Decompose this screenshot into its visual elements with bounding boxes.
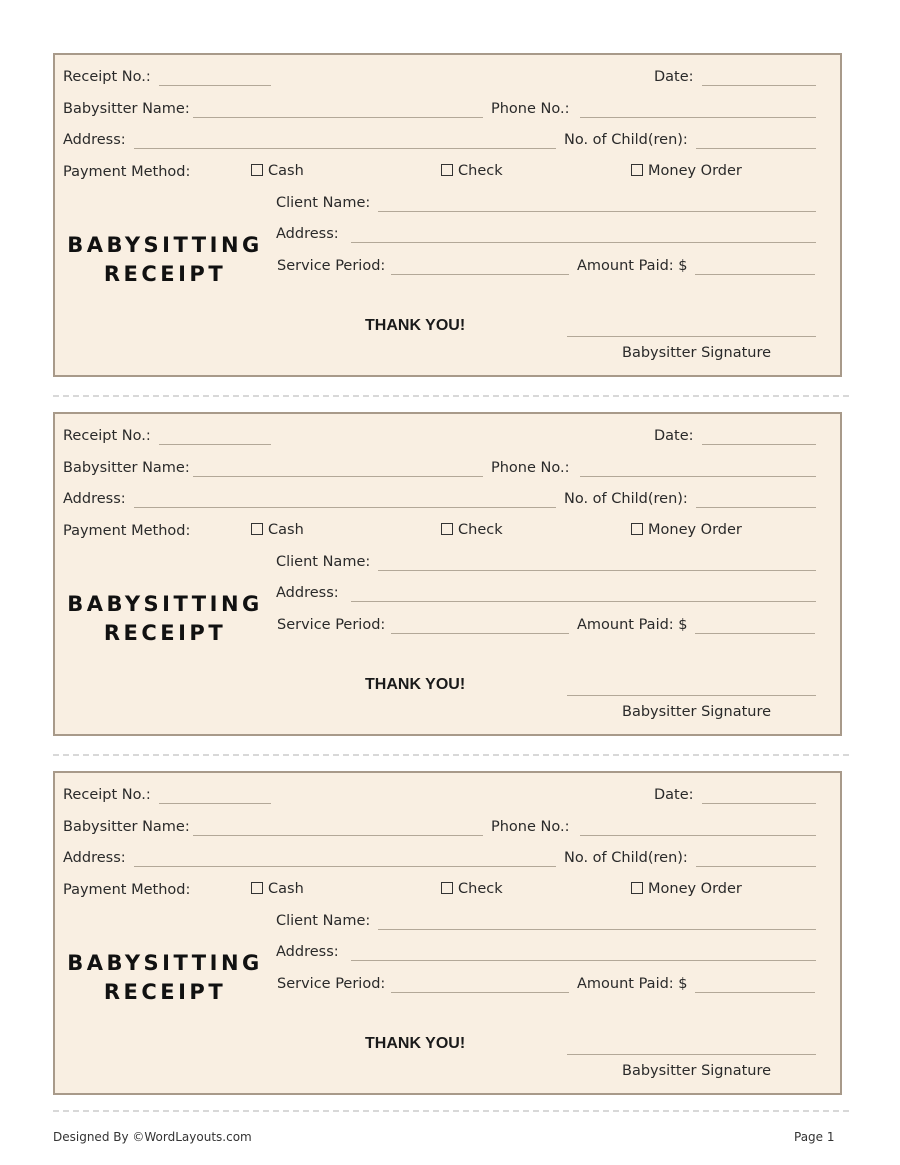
date-field[interactable] <box>702 444 816 445</box>
cut-line-divider <box>53 1110 849 1112</box>
amount-paid-field[interactable] <box>695 992 815 993</box>
signature-field[interactable] <box>567 1054 816 1055</box>
babysitter-name-label: Babysitter Name: <box>63 460 190 476</box>
date-field[interactable] <box>702 803 816 804</box>
service-period-label: Service Period: <box>277 976 386 992</box>
address-label: Address: <box>63 850 126 866</box>
checkbox-icon[interactable] <box>441 164 453 176</box>
amount-paid-label: Amount Paid: $ <box>577 976 688 992</box>
receipt-no-label: Receipt No.: <box>63 787 151 803</box>
cash-option-label: Cash <box>268 881 304 897</box>
signature-field[interactable] <box>567 336 816 337</box>
phone-label: Phone No.: <box>491 101 570 117</box>
client-address-label: Address: <box>276 585 339 601</box>
title-line-2: RECEIPT <box>103 621 227 645</box>
checkbox-icon[interactable] <box>251 523 263 535</box>
check-option-label: Check <box>458 163 503 179</box>
checkbox-icon[interactable] <box>251 882 263 894</box>
receipt-no-label: Receipt No.: <box>63 69 151 85</box>
address-field[interactable] <box>134 866 556 867</box>
client-name-label: Client Name: <box>276 554 371 570</box>
receipt-no-field[interactable] <box>159 803 271 804</box>
client-name-field[interactable] <box>378 570 816 571</box>
receipt-title <box>65 590 265 648</box>
receipt-card <box>53 771 842 1095</box>
address-label: Address: <box>63 132 126 148</box>
date-field[interactable] <box>702 85 816 86</box>
service-period-field[interactable] <box>391 274 569 275</box>
money-order-checkbox[interactable] <box>631 522 742 538</box>
service-period-field[interactable] <box>391 633 569 634</box>
money-order-option-label: Money Order <box>648 522 742 538</box>
title-line-2: RECEIPT <box>103 262 227 286</box>
receipt-card <box>53 53 842 377</box>
signature-label: Babysitter Signature <box>622 704 772 720</box>
date-label: Date: <box>654 428 694 444</box>
babysitter-name-label: Babysitter Name: <box>63 819 190 835</box>
receipt-no-label: Receipt No.: <box>63 428 151 444</box>
cash-checkbox[interactable] <box>251 522 304 538</box>
client-name-field[interactable] <box>378 929 816 930</box>
money-order-option-label: Money Order <box>648 163 742 179</box>
check-option-label: Check <box>458 881 503 897</box>
children-label: No. of Child(ren): <box>564 850 688 866</box>
checkbox-icon[interactable] <box>441 882 453 894</box>
address-label: Address: <box>63 491 126 507</box>
amount-paid-label: Amount Paid: $ <box>577 617 688 633</box>
title-line-1: BABYSITTING <box>67 951 263 975</box>
babysitter-name-field[interactable] <box>193 476 483 477</box>
page-number: Page 1 <box>794 1130 835 1144</box>
cut-line-divider <box>53 754 849 756</box>
money-order-checkbox[interactable] <box>631 163 742 179</box>
check-option-label: Check <box>458 522 503 538</box>
amount-paid-field[interactable] <box>695 274 815 275</box>
date-label: Date: <box>654 69 694 85</box>
checkbox-icon[interactable] <box>441 523 453 535</box>
children-field[interactable] <box>696 507 816 508</box>
check-checkbox[interactable] <box>441 163 503 179</box>
signature-label: Babysitter Signature <box>622 1063 772 1079</box>
phone-label: Phone No.: <box>491 460 570 476</box>
receipt-no-field[interactable] <box>159 85 271 86</box>
signature-field[interactable] <box>567 695 816 696</box>
receipt-title <box>65 949 265 1007</box>
check-checkbox[interactable] <box>441 522 503 538</box>
money-order-checkbox[interactable] <box>631 881 742 897</box>
children-field[interactable] <box>696 148 816 149</box>
babysitter-name-label: Babysitter Name: <box>63 101 190 117</box>
title-line-2: RECEIPT <box>103 980 227 1004</box>
payment-method-label: Payment Method: <box>63 882 191 898</box>
children-field[interactable] <box>696 866 816 867</box>
client-name-field[interactable] <box>378 211 816 212</box>
address-field[interactable] <box>134 507 556 508</box>
thank-you-text: THANK YOU! <box>365 676 466 693</box>
client-address-field[interactable] <box>351 601 816 602</box>
receipt-no-field[interactable] <box>159 444 271 445</box>
children-label: No. of Child(ren): <box>564 132 688 148</box>
babysitter-name-field[interactable] <box>193 835 483 836</box>
phone-field[interactable] <box>580 835 816 836</box>
title-line-1: BABYSITTING <box>67 592 263 616</box>
payment-method-label: Payment Method: <box>63 523 191 539</box>
receipt-card <box>53 412 842 736</box>
thank-you-text: THANK YOU! <box>365 1035 466 1052</box>
cash-option-label: Cash <box>268 522 304 538</box>
date-label: Date: <box>654 787 694 803</box>
client-name-label: Client Name: <box>276 913 371 929</box>
money-order-option-label: Money Order <box>648 881 742 897</box>
checkbox-icon[interactable] <box>631 523 643 535</box>
check-checkbox[interactable] <box>441 881 503 897</box>
cut-line-divider <box>53 395 849 397</box>
checkbox-icon[interactable] <box>631 882 643 894</box>
babysitter-name-field[interactable] <box>193 117 483 118</box>
client-address-label: Address: <box>276 944 339 960</box>
cash-checkbox[interactable] <box>251 163 304 179</box>
service-period-label: Service Period: <box>277 258 386 274</box>
service-period-label: Service Period: <box>277 617 386 633</box>
client-address-field[interactable] <box>351 242 816 243</box>
payment-method-label: Payment Method: <box>63 164 191 180</box>
client-name-label: Client Name: <box>276 195 371 211</box>
phone-label: Phone No.: <box>491 819 570 835</box>
thank-you-text: THANK YOU! <box>365 317 466 334</box>
address-field[interactable] <box>134 148 556 149</box>
cash-option-label: Cash <box>268 163 304 179</box>
title-line-1: BABYSITTING <box>67 233 263 257</box>
receipt-title <box>65 231 265 289</box>
children-label: No. of Child(ren): <box>564 491 688 507</box>
phone-field[interactable] <box>580 476 816 477</box>
client-address-field[interactable] <box>351 960 816 961</box>
client-address-label: Address: <box>276 226 339 242</box>
phone-field[interactable] <box>580 117 816 118</box>
designer-credit: Designed By ©WordLayouts.com <box>53 1130 252 1144</box>
checkbox-icon[interactable] <box>631 164 643 176</box>
checkbox-icon[interactable] <box>251 164 263 176</box>
signature-label: Babysitter Signature <box>622 345 772 361</box>
amount-paid-field[interactable] <box>695 633 815 634</box>
amount-paid-label: Amount Paid: $ <box>577 258 688 274</box>
service-period-field[interactable] <box>391 992 569 993</box>
cash-checkbox[interactable] <box>251 881 304 897</box>
